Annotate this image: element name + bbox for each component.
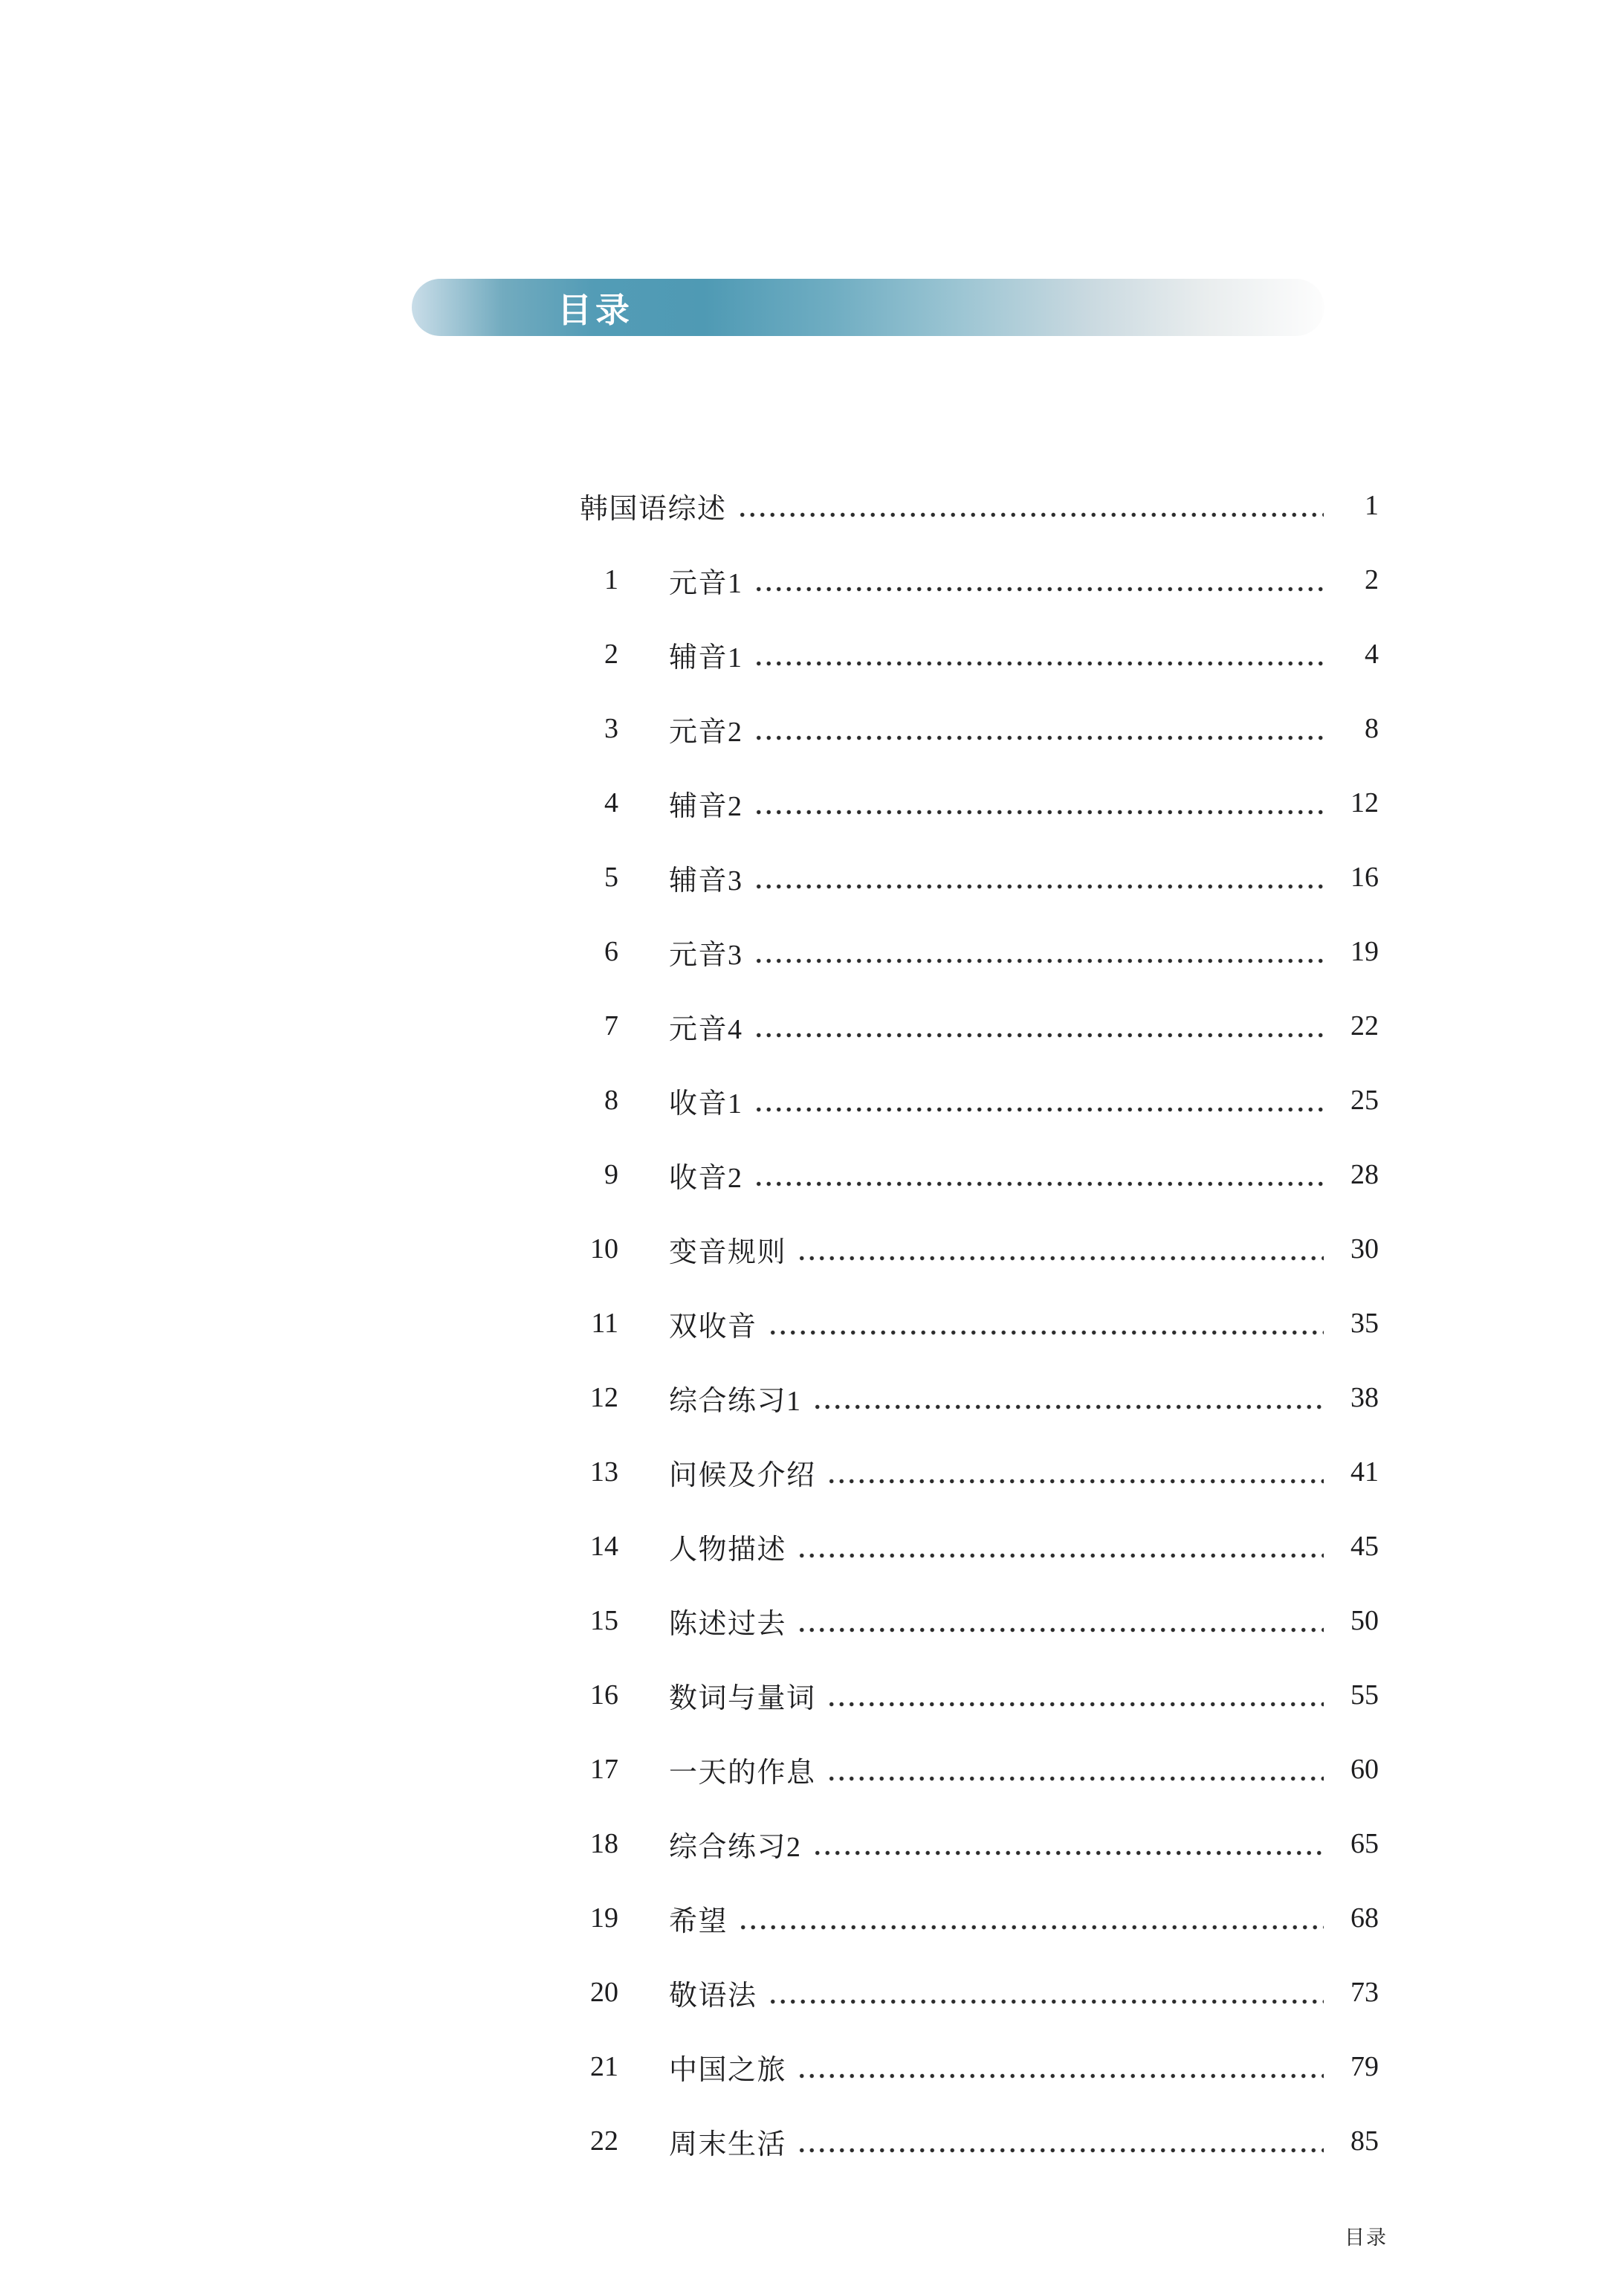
toc-entry bbox=[550, 543, 1379, 617]
toc-entry-number: 21 bbox=[590, 2051, 618, 2082]
toc-entry-page: 60 bbox=[1350, 1754, 1379, 1785]
dot-leader-icon bbox=[754, 566, 1324, 594]
dot-leader-icon bbox=[797, 2127, 1324, 2155]
toc-entry-number: 6 bbox=[604, 936, 618, 967]
toc-entry-page: 16 bbox=[1350, 862, 1379, 893]
toc-entry-number: 3 bbox=[604, 713, 618, 744]
toc-entry-title: 中国之旅 bbox=[669, 2054, 787, 2086]
toc-entry bbox=[550, 617, 1379, 691]
toc-entry bbox=[550, 1732, 1379, 1806]
toc-entry-page: 68 bbox=[1350, 1902, 1379, 1934]
toc-entry bbox=[550, 1286, 1379, 1360]
toc-entry-page: 55 bbox=[1350, 1679, 1379, 1711]
toc-entry-page: 12 bbox=[1350, 787, 1379, 818]
dot-leader-icon bbox=[797, 1607, 1324, 1635]
toc-entry-number: 10 bbox=[590, 1233, 618, 1265]
toc-entry-number: 7 bbox=[604, 1010, 618, 1042]
toc-entry bbox=[550, 1212, 1379, 1286]
toc-entry-page: 85 bbox=[1350, 2125, 1379, 2157]
footer-page-label: 目录 bbox=[1345, 2227, 1388, 2249]
toc-entry-title: 周末生活 bbox=[669, 2128, 787, 2160]
dot-leader-icon bbox=[797, 1532, 1324, 1560]
section-header-banner bbox=[412, 279, 1324, 336]
toc-entry bbox=[550, 2029, 1379, 2104]
toc-entry-page: 22 bbox=[1350, 1010, 1379, 1042]
toc-entry-title: 综合练习2 bbox=[669, 1831, 802, 1863]
toc-entry-page: 38 bbox=[1350, 1382, 1379, 1413]
toc-entry-page: 28 bbox=[1350, 1159, 1379, 1190]
toc-entry-title: 问候及介绍 bbox=[669, 1459, 816, 1491]
toc-entry-title: 综合练习1 bbox=[669, 1385, 802, 1417]
dot-leader-icon bbox=[754, 1086, 1324, 1114]
toc-entry-title: 元音2 bbox=[669, 716, 743, 748]
toc-entry-title: 元音1 bbox=[669, 567, 743, 599]
toc-entry bbox=[550, 1658, 1379, 1732]
dot-leader-icon bbox=[812, 1830, 1324, 1858]
toc-entry-number: 1 bbox=[604, 564, 618, 595]
toc-entry-page: 25 bbox=[1350, 1085, 1379, 1116]
toc-entry bbox=[550, 1063, 1379, 1137]
toc-entry-page: 73 bbox=[1350, 1977, 1379, 2008]
toc-entry-number: 14 bbox=[590, 1531, 618, 1562]
toc-entry-page: 45 bbox=[1350, 1531, 1379, 1562]
toc-list bbox=[550, 468, 1379, 2178]
toc-entry bbox=[550, 2104, 1379, 2178]
dot-leader-icon bbox=[797, 2053, 1324, 2081]
toc-entry bbox=[550, 1806, 1379, 1881]
toc-entry-page: 8 bbox=[1365, 713, 1379, 744]
toc-entry bbox=[550, 766, 1379, 840]
dot-leader-icon bbox=[737, 491, 1324, 520]
toc-entry-number: 9 bbox=[604, 1159, 618, 1190]
toc-entry-page: 4 bbox=[1365, 639, 1379, 670]
toc-entry-number: 20 bbox=[590, 1977, 618, 2008]
toc-entry-number: 17 bbox=[590, 1754, 618, 1785]
toc-entry-number: 19 bbox=[590, 1902, 618, 1934]
toc-entry-title: 敬语法 bbox=[669, 1980, 757, 2012]
toc-entry bbox=[550, 1360, 1379, 1435]
dot-leader-icon bbox=[826, 1458, 1324, 1486]
toc-entry-number: 8 bbox=[604, 1085, 618, 1116]
toc-entry bbox=[550, 1955, 1379, 2029]
toc-entry bbox=[550, 691, 1379, 766]
toc-entry-page: 35 bbox=[1350, 1308, 1379, 1339]
toc-entry-title: 辅音2 bbox=[669, 790, 743, 822]
toc-entry-number: 5 bbox=[604, 862, 618, 893]
toc-entry bbox=[550, 1137, 1379, 1212]
toc-entry-title: 陈述过去 bbox=[669, 1608, 787, 1640]
toc-entry-title: 双收音 bbox=[669, 1311, 757, 1343]
toc-entry-title: 收音2 bbox=[669, 1162, 743, 1194]
toc-entry bbox=[550, 989, 1379, 1063]
toc-entry-page: 79 bbox=[1350, 2051, 1379, 2082]
toc-entry-page: 19 bbox=[1350, 936, 1379, 967]
toc-entry-page: 2 bbox=[1365, 564, 1379, 595]
toc-entry bbox=[550, 1881, 1379, 1955]
toc-entry bbox=[550, 914, 1379, 989]
toc-entry-number: 4 bbox=[604, 787, 618, 818]
toc-entry-title: 辅音3 bbox=[669, 865, 743, 897]
toc-entry bbox=[550, 1435, 1379, 1509]
toc-entry-number: 16 bbox=[590, 1679, 618, 1711]
dot-leader-icon bbox=[754, 937, 1324, 966]
toc-entry-title: 元音4 bbox=[669, 1013, 743, 1045]
toc-entry bbox=[550, 840, 1379, 914]
dot-leader-icon bbox=[754, 789, 1324, 817]
toc-entry-page: 30 bbox=[1350, 1233, 1379, 1265]
toc-entry-title: 人物描述 bbox=[669, 1534, 787, 1566]
dot-leader-icon bbox=[754, 640, 1324, 668]
toc-entry-title: 变音规则 bbox=[669, 1236, 787, 1268]
toc-entry-page: 65 bbox=[1350, 1828, 1379, 1859]
dot-leader-icon bbox=[826, 1681, 1324, 1709]
toc-entry-number: 15 bbox=[590, 1605, 618, 1636]
toc-entry-title: 希望 bbox=[669, 1905, 728, 1937]
toc-entry-page: 41 bbox=[1350, 1456, 1379, 1488]
toc-entry bbox=[550, 468, 1379, 543]
toc-entry-number: 2 bbox=[604, 639, 618, 670]
toc-entry-page: 50 bbox=[1350, 1605, 1379, 1636]
toc-entry-title: 一天的作息 bbox=[669, 1757, 816, 1789]
dot-leader-icon bbox=[768, 1309, 1324, 1337]
dot-leader-icon bbox=[797, 1235, 1324, 1263]
toc-entry-page: 1 bbox=[1365, 490, 1379, 521]
dot-leader-icon bbox=[754, 714, 1324, 743]
dot-leader-icon bbox=[754, 1012, 1324, 1040]
toc-entry-title: 元音3 bbox=[669, 939, 743, 971]
toc-entry bbox=[550, 1509, 1379, 1583]
toc-entry bbox=[550, 1583, 1379, 1658]
page-title: 目录 bbox=[557, 290, 633, 329]
dot-leader-icon bbox=[768, 1978, 1324, 2006]
toc-entry-title: 辅音1 bbox=[669, 642, 743, 674]
dot-leader-icon bbox=[826, 1755, 1324, 1783]
dot-leader-icon bbox=[738, 1904, 1324, 1932]
toc-entry-number: 22 bbox=[590, 2125, 618, 2157]
toc-entry-title: 数词与量词 bbox=[669, 1682, 816, 1714]
toc-entry-number: 18 bbox=[590, 1828, 618, 1859]
toc-entry-number: 13 bbox=[590, 1456, 618, 1488]
toc-entry-title: 韩国语综述 bbox=[580, 493, 727, 525]
toc-entry-number: 11 bbox=[591, 1308, 618, 1339]
toc-entry-title: 收音1 bbox=[669, 1088, 743, 1120]
dot-leader-icon bbox=[754, 863, 1324, 891]
dot-leader-icon bbox=[754, 1160, 1324, 1189]
dot-leader-icon bbox=[812, 1383, 1324, 1412]
toc-entry-number: 12 bbox=[590, 1382, 618, 1413]
